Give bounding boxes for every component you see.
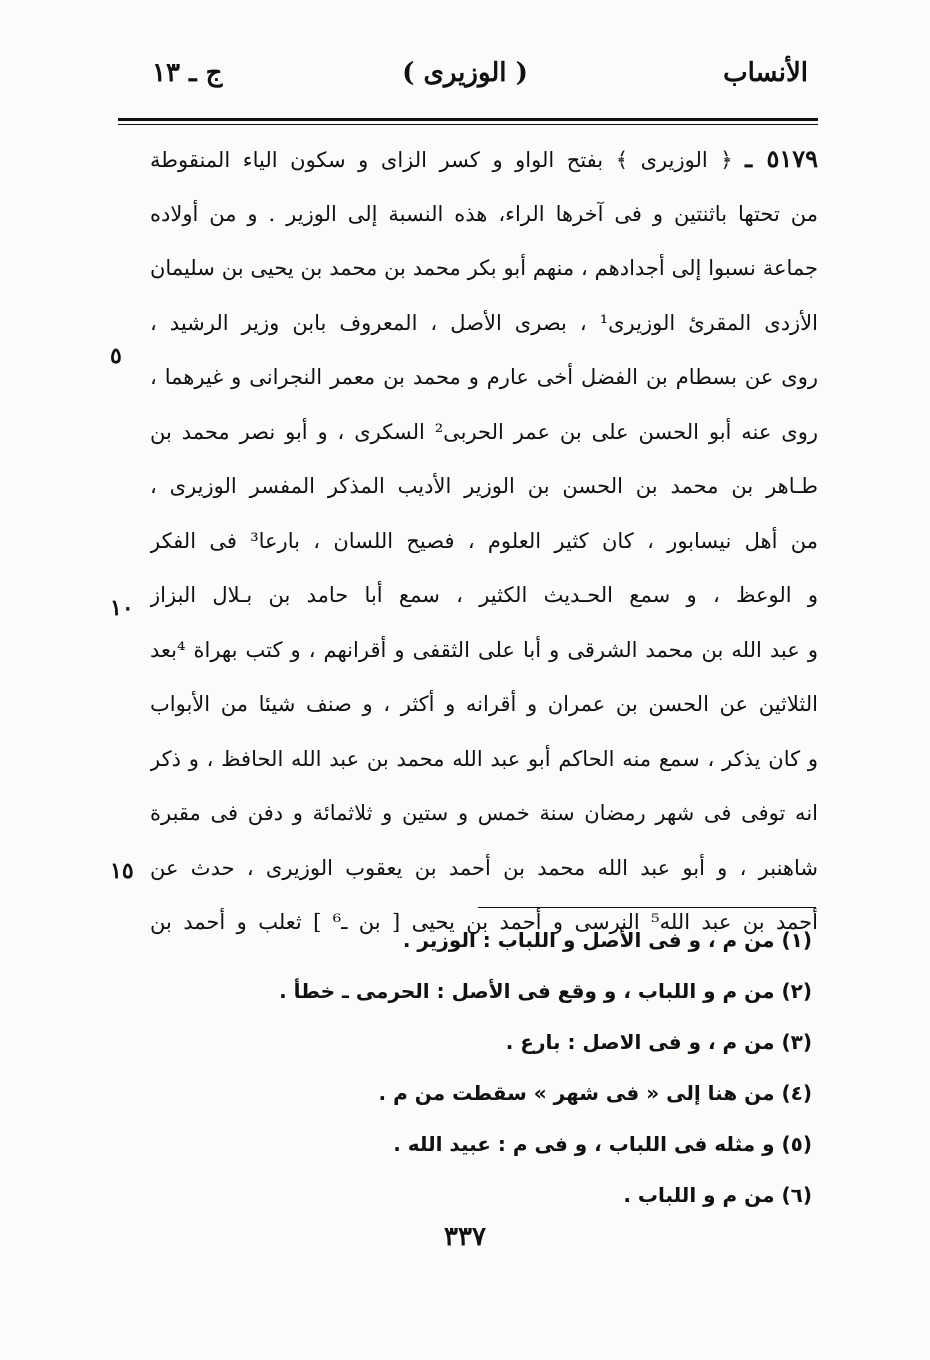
page-number: ٣٣٧ [444, 1222, 486, 1252]
line-number-15: ١٥ [110, 858, 134, 884]
entry-body [150, 132, 818, 950]
running-header-volume: ج ـ ١٣ [152, 58, 223, 88]
text-line: روی عنه أبو الحسن علی بن عمر الحربی² السکری ، و أبو نصر محمد بن [150, 419, 818, 444]
footnote: (٢) من م و اللباب ، و وقع فی الأصل : الحرمی ـ خطأ . [279, 979, 812, 1003]
text-line: من تحتها باثنتین و فی آخرها الراء، هذه النسبة إلی الوزیر . و من أولاده [150, 201, 818, 226]
text-line: طـاهر بن محمد بن الحسن بن الوزیر الأدیب المذکر المفسر الوزیری ، [150, 474, 818, 498]
footnote: (١) من م ، و فی الأصل و اللباب : الوزیر . [402, 928, 812, 952]
footnote: (٦) من م و اللباب . [623, 1183, 812, 1207]
line-number-5: ٥ [110, 343, 122, 369]
line-number-10: ١٠ [110, 595, 134, 621]
text-line: جماعة نسبوا إلی أجدادهم ، منهم أبو بکر محمد بن محمد بن یحیی بن سلیمان [150, 256, 818, 280]
text-line: روی عن بسطام بن الفضل أخی عارم و محمد بن معمر النجرانی و غیرهما ، [150, 365, 818, 389]
text-line: من أهل نیسابور ، کان کثیر العلوم ، فصیح اللسان ، بارعا³ فی الفکر [150, 528, 818, 553]
text-line: و کان یذکر ، سمع منه الحاکم أبو عبد الله محمد بن عبد الله الحافظ ، و ذکر [150, 746, 818, 771]
text-line: الثلاثین عن الحسن بن عمران و أقرانه و أکثر ، و صنف شیئا من الأبواب [150, 692, 818, 716]
text-line: شاهنبر ، و أبو عبد الله محمد بن أحمد بن یعقوب الوزیری ، حدث عن [150, 855, 818, 880]
header-rule-thick [118, 118, 818, 121]
running-header-book-title: الأنساب [723, 58, 808, 88]
text-line: و الوعظ ، و سمع الحـدیث الکثیر ، سمع أبا حامد بن بـلال البزاز [150, 583, 818, 607]
text-line [150, 132, 818, 187]
header-rule-thin [118, 124, 818, 125]
footnote: (٣) من م ، و فی الاصل : بارع . [505, 1030, 812, 1054]
footnote: (٥) و مثله فی اللباب ، و فی م : عبید الله . [393, 1132, 812, 1156]
text-line-content: ﴿ الوزیری ﴾ بفتح الواو و کسر الزای و سکون الیاء المنقوطة [150, 148, 733, 172]
footnote-separator [478, 907, 816, 908]
text-line: و عبد الله بن محمد الشرقی و أبا علی الثقفی و أقرانهم ، و کتب بهراة ⁴بعد [150, 637, 818, 662]
entry-number: ٥١٧٩ ـ [745, 144, 818, 173]
text-line: انه توفی فی شهر رمضان سنة خمس و ستین و ثلاثمائة و دفن فی مقبرة [150, 801, 818, 825]
text-line: الأزدی المقرئ الوزیری¹ ، بصری الأصل ، المعروف بابن وزیر الرشید ، [150, 310, 818, 335]
footnote: (٤) من هنا إلی « فی شهر » سقطت من م . [378, 1081, 812, 1105]
footnotes [212, 915, 812, 1221]
running-header-entry-title: ( الوزیری ) [402, 58, 528, 88]
text-line: أحمد بن عبد الله⁵ النرسی و أحمد بن یحیی [ بن ـ⁶ ] ثعلب و أحمد بن [150, 910, 818, 934]
